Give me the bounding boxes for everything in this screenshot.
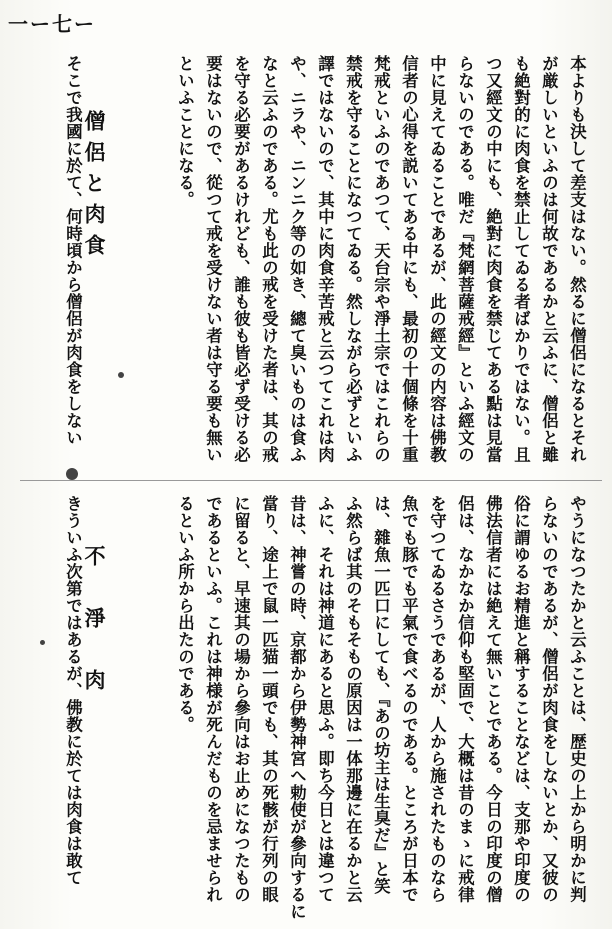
section-heading: 不 淨 肉 (82, 545, 107, 700)
text-column: そこで我國に於て、何時頃から僧侶が肉食をしない (63, 55, 83, 446)
text-column: ふ然らば其のそもそもの原因は一体那邊に在るかと云 (343, 495, 363, 903)
text-column: 本よりも決して差支はない。然るに僧侶になるとそれ (567, 55, 587, 463)
ink-speck (40, 640, 45, 645)
text-column: つ又經文の中にも、絶對に肉食を禁じてある點は見當 (483, 55, 503, 463)
text-column: であるといふ。これは神様が死んだものを忌ませられ (203, 495, 223, 903)
text-column: を守つてゐるさうであるが、人から施されたものなら (427, 495, 447, 903)
text-column: ふに、それは神道にあると思ふ。即ち今日とは違つて (315, 495, 335, 903)
text-column: 侶は、なかなか信仰も堅固で、大概は昔のまゝに戒律 (455, 495, 475, 903)
text-column: が厳しいといふのは何故であるかと云ふに、僧侶と雖 (539, 55, 559, 463)
text-column: 魚でも豚でも平氣で食べるのである。ところが日本で (399, 495, 419, 903)
ink-speck (66, 468, 78, 480)
section-divider (20, 480, 602, 481)
text-column: 信者の心得を説いてある中にも、最初の十個條を十重 (399, 55, 419, 463)
text-column: 中に見えてゐることであるが、此の經文の内容は佛教 (427, 55, 447, 463)
text-column: を守る必要があるけれども、誰も彼も皆必ず受ける必 (231, 55, 251, 463)
text-column: らないのである。唯だ『梵網菩薩戒經』といふ經文の (455, 55, 475, 463)
text-column: も絶對的に肉食を禁止してゐる者ばかりではない。且 (511, 55, 531, 463)
text-column: 當り、途上で鼠一匹猫一頭でも、其の死骸が行列の眼 (259, 495, 279, 903)
text-column: 佛法信者には絶えて無いことである。今日の印度の僧 (483, 495, 503, 903)
text-column: 昔は、神嘗の時、京都から伊勢神宮へ勅使が參向するに (287, 495, 307, 920)
text-column: は、雜魚一匹口にしても、『あの坊主は生臭だ』と笑 (371, 495, 391, 895)
text-column: るといふ所から出たのである。 (175, 495, 195, 733)
page-number-marker: 一ー七ー (8, 12, 96, 36)
text-column: 譯ではないので、其中に肉食辛苦戒と云つてこれは肉 (315, 55, 335, 463)
text-column: 禁戒を守ることになつてゐる。然しながら必ずといふ (343, 55, 363, 463)
section-heading: 僧侶と肉食 (82, 110, 107, 265)
text-column: 梵戒といふのであつて、天台宗や淨土宗ではこれらの (371, 55, 391, 463)
text-column: なと云ふのである。尤も此の戒を受けた者は、其の戒 (259, 55, 279, 463)
text-column: や、ニラや、ニンニク等の如き、總て臭いものは食ふ (287, 55, 307, 463)
text-column: といふことになる。 (175, 55, 195, 208)
text-column: やうになつたかと云ふことは、歴史の上から明かに判 (567, 495, 587, 903)
text-column: 俗に謂ゆるお精進と稱することなどは、支那や印度の (511, 495, 531, 903)
text-column: きういふ次第ではあるが、佛教に於ては肉食は敢て (63, 495, 83, 886)
text-column: 要はないので、從つて戒を受けない者は守る要も無い (203, 55, 223, 463)
text-column: らないのであるが、僧侶が肉食をしないとか、又彼の (539, 495, 559, 903)
ink-speck (118, 372, 124, 378)
text-column: に留ると、早速其の場から參向はお止めになつたもの (231, 495, 251, 903)
